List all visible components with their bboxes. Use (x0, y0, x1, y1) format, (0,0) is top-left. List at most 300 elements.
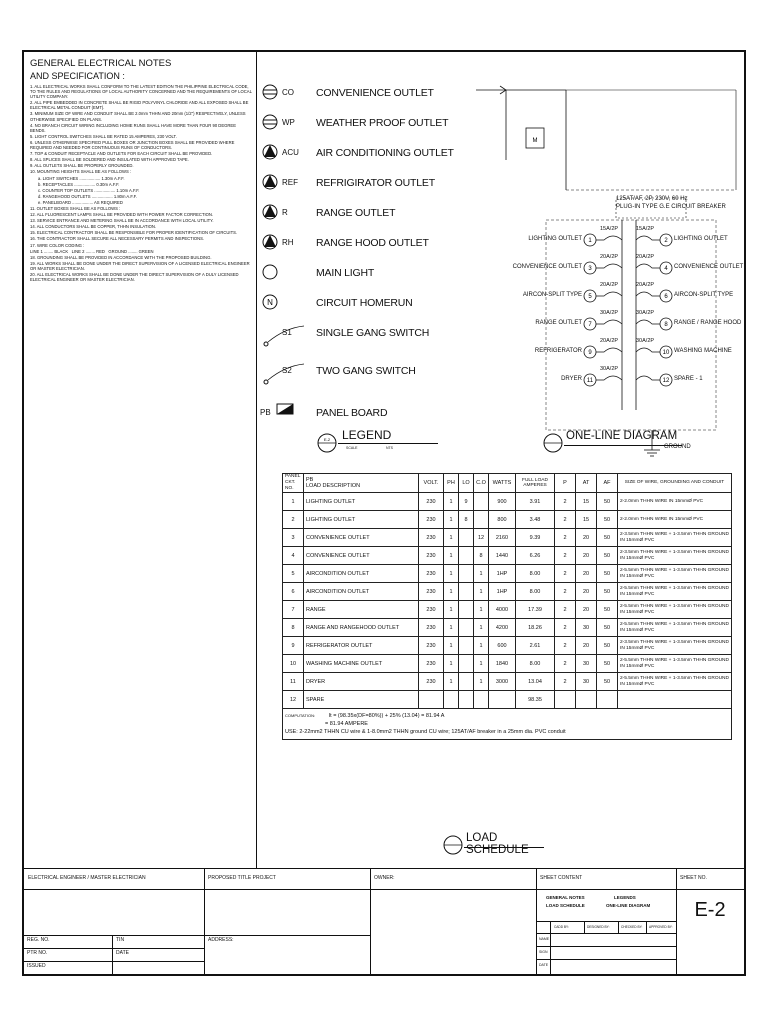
cell-lo (459, 673, 474, 691)
cell-ph: 1 (444, 565, 459, 583)
cell-volt: 230 (419, 619, 444, 637)
circuit-label: CONVENIENCE OUTLET (674, 264, 744, 270)
general-notes (30, 58, 252, 283)
legend-row (260, 292, 413, 314)
note-item: 2. ALL PIPE EMBEDDED IN CONCRETE SHALL BE RIGID POLYVINYL CHLORIDE AND ALL EXPOSED SHALL BE ELECTRICAL METAL CONDUIT (EMT). (30, 100, 250, 111)
svg-text:N: N (267, 298, 273, 307)
cell-at: 30 (576, 655, 597, 673)
legend-title-block (316, 426, 446, 456)
breaker-rating: 20A/2P (600, 254, 619, 260)
tb-ptr: PTR NO. (27, 950, 48, 956)
breaker-rating: 30A/2P (600, 366, 619, 372)
note-item: 15. ELECTRICAL CONTRACTOR SHALL BE RESPONSIBLE FOR PROPER IDENTIFICATION OF CIRCUITS. (30, 230, 238, 236)
outlet-symbol-icon (260, 82, 280, 102)
drawing-sheet (22, 50, 746, 976)
cell-size: 2-5.5mm THHN WIRE + 1-3.5mm THHN GROUND IN 15mmØ PVC (618, 673, 732, 691)
legend-row (260, 360, 416, 382)
cell-fla: 2.61 (516, 637, 555, 655)
circuit-label: WASHING MACHINE (674, 348, 732, 354)
table-row (283, 619, 732, 637)
cell-size: 2-5.5mm THHN WIRE + 1-3.5mm THHN GROUND IN 15mmØ PVC (618, 583, 732, 601)
cell-co: 1 (474, 583, 489, 601)
table-row (283, 673, 732, 691)
cell-size: 2-5.5mm THHN WIRE + 1-3.5mm THHN GROUND IN 15mmØ PVC (618, 601, 732, 619)
cell-at: 20 (576, 583, 597, 601)
load-schedule-underline (464, 847, 544, 848)
note-item: 13. SERVICE ENTRANCE AND METERING SHALL BE IN ACCORDANCE WITH LOCAL UTILITY. (30, 218, 214, 224)
cell-volt: 230 (419, 565, 444, 583)
branch-breaker-icon (596, 348, 622, 352)
hdr-desc: LOAD DESCRIPTION (306, 483, 361, 489)
legend-row (260, 262, 375, 284)
cell-no: 1 (283, 493, 304, 511)
legend-label: WEATHER PROOF OUTLET (316, 117, 449, 129)
hdr-no: NO. (285, 486, 294, 491)
tb-project: PROPOSED TITLE PROJECT (208, 875, 276, 881)
legend-row (260, 202, 396, 224)
cell-fla: 13.04 (516, 673, 555, 691)
cell-desc: CONVENIENCE OUTLET (304, 529, 419, 547)
cell-p: 2 (555, 583, 576, 601)
hdr-watts: WATTS (489, 474, 516, 493)
cell-at: 15 (576, 511, 597, 529)
legend-row (260, 112, 449, 134)
legend-row (260, 232, 429, 254)
note-item: 6. UNLESS OTHERWISE SPECIFIED PULL BOXES OR JUNCTION BOXES SHALL BE PROVIDED WHERE REQUIRED AND NEEDED FOR CONTINUOUS RUNS OF CONDUCTORS. (30, 139, 236, 151)
note-item: 19. ALL WORKS SHALL BE DONE UNDER THE DIRECT SUPERVISION OF A LICENSED ELECTRICAL ENGINEER OR MASTER ELECTRICIAN. (30, 260, 251, 271)
legend-row (260, 172, 435, 194)
cell-p: 2 (555, 601, 576, 619)
cell-ph: 1 (444, 583, 459, 601)
cell-co: 12 (474, 529, 489, 547)
switch-symbol-icon (260, 322, 310, 352)
note-item: 17. WIRE COLOR CODING : (30, 242, 85, 248)
cell-no: 4 (283, 547, 304, 565)
main-breaker-rating: 125AT/AF, 2P, 230V, 60 Hz (616, 196, 688, 202)
tb-content-1b: LEGENDS (614, 895, 636, 900)
tb-owner: OWNER: (374, 875, 395, 881)
tb-approved: APPROVED BY: (649, 925, 673, 929)
cell-af: 50 (597, 547, 618, 565)
tb-checked: CHECKED BY: (621, 925, 643, 929)
cell-size (618, 691, 732, 709)
cell-watts: 1HP (489, 583, 516, 601)
cell-af: 50 (597, 673, 618, 691)
circuit-number: 7 (588, 322, 592, 328)
note-item: c. COUNTER TOP OUTLETS .................. 1.10m A.F.F. (38, 187, 140, 193)
circuit-label: CONVENIENCE OUTLET (512, 264, 582, 270)
cell-lo (459, 601, 474, 619)
cell-fla: 17.39 (516, 601, 555, 619)
section-marker-icon (316, 432, 338, 454)
circuit-number: 12 (662, 378, 670, 384)
note-item: 16. THE CONTRACTOR SHALL SECURE ALL NECESSARY PERMITS AND INSPECTIONS. (30, 236, 205, 242)
tb-cadd: CADD BY: (554, 925, 569, 929)
legend-row (260, 82, 434, 104)
notes-list (30, 84, 252, 282)
table-row (283, 493, 732, 511)
legend-nts: NTS (386, 446, 393, 450)
cell-co (474, 511, 489, 529)
cell-no: 7 (283, 601, 304, 619)
note-item: 20. ALL ELECTRICAL WORKS SHALL BE DONE UNDER THE DIRECT SUPERVISION OF A DULY LICENSED ELECTRICAL ENGINEER OR MASTER ELECTRICIAN. (30, 272, 240, 283)
tb-sheet-content: SHEET CONTENT (540, 875, 583, 881)
cell-p: 2 (555, 493, 576, 511)
note-item: 4. NO BRANCH CIRCUIT WIRING INCLUDING HOME RUNS SHALL HAVE MORE THAN FOUR 90 DEGREE BENDS. (30, 122, 238, 133)
one-line-diagram-lines (476, 80, 746, 460)
cell-watts: 1HP (489, 565, 516, 583)
cell-co: 8 (474, 547, 489, 565)
note-item: 18. GROUNDING SHALL BE PROVIDED IN ACCORDANCE WITH THE PROPOSED BUILDING. (30, 254, 212, 260)
legend-abbr: REF (282, 178, 298, 187)
cell-af: 50 (597, 637, 618, 655)
cell-af: 50 (597, 511, 618, 529)
tb-date2: DATE (539, 963, 549, 967)
breaker-rating: 20A/2P (600, 282, 619, 288)
cell-at: 30 (576, 673, 597, 691)
note-item: 5. LIGHT CONTROL SWITCHES SHALL BE RATED 15 AMPERES, 230 VOLT. (30, 133, 177, 139)
diagram-title-block (542, 428, 692, 458)
cell-volt: 230 (419, 601, 444, 619)
cell-lo (459, 619, 474, 637)
special-outlet-symbol-icon (260, 172, 280, 192)
cell-desc: LIGHTING OUTLET (304, 493, 419, 511)
legend-label: CIRCUIT HOMERUN (316, 297, 413, 309)
branch-breaker-icon (596, 236, 622, 240)
cell-desc: WASHING MACHINE OUTLET (304, 655, 419, 673)
cell-lo (459, 583, 474, 601)
cell-size: 2-3.5mm THHN WIRE + 1-3.5mm THHN GROUND IN 15mmØ PVC (618, 529, 732, 547)
circuit-number: 1 (588, 238, 592, 244)
cell-no: 2 (283, 511, 304, 529)
cell-af: 50 (597, 529, 618, 547)
hdr-lo: LO (459, 474, 474, 493)
cell-at: 20 (576, 601, 597, 619)
tb-content-2b: ONE-LINE DIAGRAM (606, 903, 651, 908)
table-row (283, 691, 732, 709)
breaker-rating: 30A/2P (600, 310, 619, 316)
note-item: 3. MINIMUM SIZE OF WIRE AND CONDUIT SHALL BE 2.0mm THHN AND 20mm (1/2") RESPECTIVELY, UNLESS OTHERWISE SPECIFIED ON PLANS. (30, 111, 247, 122)
cell-ph (444, 691, 459, 709)
cell-desc: SPARE (304, 691, 419, 709)
cell-desc: AIRCONDITION OUTLET (304, 565, 419, 583)
sheet-number: E-2 (694, 899, 726, 921)
table-row (283, 637, 732, 655)
cell-ph: 1 (444, 547, 459, 565)
tb-content-1a: GENERAL NOTES (546, 895, 585, 900)
branch-breaker-icon (636, 376, 660, 380)
cell-co: 1 (474, 673, 489, 691)
breaker-rating: 15A/2P (600, 226, 619, 232)
cell-co: 1 (474, 637, 489, 655)
circuit-label: LIGHTING OUTLET (528, 236, 582, 242)
load-schedule-table (282, 473, 732, 740)
circuit-number: 4 (664, 266, 668, 272)
cell-co: 1 (474, 619, 489, 637)
cell-size: 2-5.5mm THHN WIRE + 1-3.5mm THHN GROUND IN 15mmØ PVC (618, 619, 732, 637)
circuit-label: AIRCON-SPLIT TYPE (522, 292, 582, 298)
cell-fla: 8.00 (516, 565, 555, 583)
hdr-co: C.O (474, 474, 489, 493)
cell-size: 2-5.5mm THHN WIRE + 1-3.5mm THHN GROUND IN 15mmØ PVC (618, 565, 732, 583)
cell-ph: 1 (444, 601, 459, 619)
branch-breaker-icon (636, 236, 660, 240)
circuit-homerun-icon (260, 292, 280, 312)
hdr-ckt: CKT. (285, 480, 296, 485)
legend-label: REFRIGIRATOR OUTLET (316, 177, 435, 189)
circuit-number: 8 (664, 322, 668, 328)
cell-desc: RANGE AND RANGEHOOD OUTLET (304, 619, 419, 637)
table-row (283, 547, 732, 565)
hdr-volt: VOLT. (419, 474, 444, 493)
tb-date: DATE (116, 950, 129, 956)
section-marker-icon (442, 834, 464, 856)
title-block (24, 868, 744, 975)
cell-watts: 900 (489, 493, 516, 511)
legend-label: MAIN LIGHT (316, 267, 375, 279)
legend-row (260, 142, 454, 164)
cell-p: 2 (555, 511, 576, 529)
legend-label: AIR CONDITIONING OUTLET (316, 147, 454, 159)
table-row (283, 601, 732, 619)
legend-abbr: S2 (282, 366, 292, 375)
cell-no: 10 (283, 655, 304, 673)
cell-p: 2 (555, 547, 576, 565)
legend-abbr: WP (282, 118, 295, 127)
circuit-label: REFRIGERATOR (534, 348, 582, 354)
computation-line-1: It = (98.35x(DF=80%)) + 25% (13.04) = 81.94 A (328, 713, 445, 719)
ground-label: GROUND (664, 444, 691, 450)
cell-fla: 8.00 (516, 655, 555, 673)
cell-ph: 1 (444, 637, 459, 655)
cell-ph: 1 (444, 655, 459, 673)
cell-volt: 230 (419, 547, 444, 565)
cell-lo: 9 (459, 493, 474, 511)
cell-at: 20 (576, 529, 597, 547)
circuit-number: 2 (664, 238, 668, 244)
cell-at: 20 (576, 547, 597, 565)
legend-underline (338, 443, 438, 444)
circuit-number: 6 (664, 294, 668, 300)
legend-abbr: CO (282, 88, 294, 97)
cell-co: 1 (474, 601, 489, 619)
note-item: e. PANELBOARD .................. AS REQUIRED (38, 199, 123, 205)
circuit-number: 9 (588, 350, 592, 356)
tb-content-2a: LOAD SCHEDULE (546, 903, 585, 908)
cell-watts (489, 691, 516, 709)
cell-lo (459, 637, 474, 655)
special-outlet-symbol-icon (260, 142, 280, 162)
cell-fla: 3.48 (516, 511, 555, 529)
cell-watts: 600 (489, 637, 516, 655)
cell-fla: 98.35 (516, 691, 555, 709)
cell-size: 2-2.0mm THHN WIRE IN 15mmØ PVC (618, 493, 732, 511)
breaker-rating: 20A/2P (600, 338, 619, 344)
note-item: 14. ALL CONDUCTORS SHALL BE COPPER, THHN INSULATION. (30, 224, 157, 230)
diagram-title: ONE-LINE DIAGRAM (566, 430, 678, 442)
cell-p: 2 (555, 619, 576, 637)
cell-volt: 230 (419, 637, 444, 655)
tb-sheet-no-label: SHEET NO. (680, 875, 707, 881)
tb-engineer: ELECTRICAL ENGINEER / MASTER ELECTRICIAN (28, 875, 146, 881)
breaker-rating: 30A/2P (636, 338, 655, 344)
cell-at: 15 (576, 493, 597, 511)
cell-p: 2 (555, 655, 576, 673)
tb-address: ADDRESS: (208, 937, 234, 943)
tb-tin: TIN (116, 937, 125, 943)
table-row (283, 565, 732, 583)
circuit-number: 11 (586, 378, 594, 384)
note-item: LINE 1 ........ BLACK LINE 2 ........ RED GROUND ........ GREEN (30, 248, 154, 254)
breaker-rating: 20A/2P (636, 282, 655, 288)
cell-af: 50 (597, 601, 618, 619)
branch-breaker-icon (636, 348, 660, 352)
hdr-p: P (555, 474, 576, 493)
legend-abbr: ACU (282, 148, 299, 157)
cell-fla: 18.26 (516, 619, 555, 637)
cell-at: 20 (576, 565, 597, 583)
cell-volt (419, 691, 444, 709)
circuit-label: RANGE / RANGE HOOD (674, 320, 742, 326)
cell-p: 2 (555, 673, 576, 691)
cell-desc: DRYER (304, 673, 419, 691)
svg-text:E-2: E-2 (323, 437, 331, 442)
hdr-at: AT (576, 474, 597, 493)
hdr-af: AF (597, 474, 618, 493)
diagram-underline (564, 445, 682, 446)
cell-no: 12 (283, 691, 304, 709)
cell-ph: 1 (444, 529, 459, 547)
hdr-panel: PANEL (285, 474, 301, 479)
breaker-rating: 15A/2P (636, 226, 655, 232)
tb-issued: ISSUED (27, 963, 46, 969)
cell-co: 1 (474, 655, 489, 673)
load-schedule-title: LOAD SCHEDULE (466, 832, 529, 856)
legend-label: RANGE OUTLET (316, 207, 396, 219)
cell-ph: 1 (444, 493, 459, 511)
table-row (283, 511, 732, 529)
cell-watts: 4200 (489, 619, 516, 637)
load-schedule-title-block (442, 830, 552, 860)
cell-watts: 3000 (489, 673, 516, 691)
legend-scale: SCALE (346, 446, 358, 450)
cell-volt: 230 (419, 529, 444, 547)
cell-p: 2 (555, 565, 576, 583)
cell-no: 5 (283, 565, 304, 583)
cell-watts: 4000 (489, 601, 516, 619)
cell-at: 30 (576, 619, 597, 637)
note-item: 12. ALL FLUORESCENT LAMPS SHALL BE PROVIDED WITH POWER FACTOR CORRECTION. (30, 212, 214, 218)
cell-volt: 230 (419, 511, 444, 529)
cell-ph: 1 (444, 619, 459, 637)
cell-p: 2 (555, 529, 576, 547)
cell-lo (459, 529, 474, 547)
note-item: 8. ALL SPLICES SHALL BE SOLDERED AND INSULATED WITH APPROVED TAPE. (30, 157, 189, 163)
legend-label: RANGE HOOD OUTLET (316, 237, 429, 249)
tb-name: NAME (539, 937, 550, 941)
cell-desc: REFRIGERATOR OUTLET (304, 637, 419, 655)
cell-lo (459, 565, 474, 583)
cell-at: 20 (576, 637, 597, 655)
legend-row (260, 322, 430, 344)
note-item: 9. ALL OUTLETS SHALL BE PROPERLY GROUNDED. (30, 163, 134, 169)
hdr-fla: FULL LOAD AMPERES (516, 474, 555, 493)
cell-volt: 230 (419, 655, 444, 673)
cell-desc: AIRCONDITION OUTLET (304, 583, 419, 601)
cell-p: 2 (555, 637, 576, 655)
branch-breaker-icon (596, 320, 622, 324)
cell-no: 3 (283, 529, 304, 547)
legend-abbr: R (282, 208, 288, 217)
circuit-label: AIRCON-SPLIT TYPE (674, 292, 734, 298)
cell-watts: 800 (489, 511, 516, 529)
hdr-ph: PH (444, 474, 459, 493)
note-item: 7. TOP & CONDUIT RECEPTACLE AND OUTLETS FOR EACH CIRCUIT SHALL BE PROVIDED. (30, 151, 213, 157)
cell-no: 6 (283, 583, 304, 601)
note-item: 1. ALL ELECTRICAL WORKS SHALL CONFORM TO THE LATEST EDITION THE PHILIPPINE ELECTRICAL CODE, TO THE RULES AND REGULATIONS OF LOCAL AUTHORITY CONCERNED AND THE REQUIREMENTS OF LOCAL UTILITY COMPANY. (30, 84, 253, 100)
circuit-label: SPARE - 1 (674, 376, 703, 382)
legend-label: PANEL BOARD (316, 407, 388, 419)
note-item: d. RANGEHOOD OUTLETS .................. 1.80m A.F.F. (38, 193, 137, 199)
branch-breaker-icon (636, 292, 660, 296)
cell-desc: CONVENIENCE OUTLET (304, 547, 419, 565)
cell-size: 2-3.5mm THHN WIRE + 1-3.5mm THHN GROUND IN 15mmØ PVC (618, 547, 732, 565)
cell-volt: 230 (419, 493, 444, 511)
cell-desc: RANGE (304, 601, 419, 619)
cell-co: 1 (474, 565, 489, 583)
circuit-label: RANGE OUTLET (535, 320, 582, 326)
legend-label: CONVENIENCE OUTLET (316, 87, 434, 99)
cell-size: 2-2.0mm THHN WIRE IN 15mmØ PVC (618, 511, 732, 529)
hdr-pb: PB (306, 477, 314, 483)
computation-use: USE: 2-22mm2 THHN CU wire & 1-8.0mm2 THHN ground CU wire; 125AT/AF breaker in a 25mm dia. PVC conduit (285, 729, 566, 735)
circuit-label: DRYER (561, 376, 582, 382)
tb-reg-no: REG. NO. (27, 937, 50, 943)
note-item: 10. MOUNTING HEIGHTS SHALL BE AS FOLLOWS : (30, 169, 132, 175)
cell-fla: 6.26 (516, 547, 555, 565)
circuit-number: 5 (588, 294, 592, 300)
hdr-size: SIZE OF WIRE, GROUNDING AND CONDUIT (618, 474, 732, 493)
breaker-rating: 30A/2P (636, 310, 655, 316)
legend-abbr: RH (282, 238, 294, 247)
cell-af (597, 691, 618, 709)
notes-subtitle: AND SPECIFICATION : (30, 71, 125, 81)
cell-af: 50 (597, 583, 618, 601)
branch-breaker-icon (636, 320, 660, 324)
circuit-number: 3 (588, 266, 592, 272)
special-outlet-symbol-icon (260, 232, 280, 252)
cell-fla: 9.39 (516, 529, 555, 547)
note-item: 11. OUTLET BOXES SHALL BE AS FOLLOWS : (30, 205, 121, 211)
vertical-divider (256, 52, 257, 868)
load-schedule (282, 473, 732, 743)
cell-watts: 1840 (489, 655, 516, 673)
cell-af: 50 (597, 655, 618, 673)
cell-size: 2-5.5mm THHN WIRE + 1-3.5mm THHN GROUND IN 15mmØ PVC (618, 655, 732, 673)
cell-fla: 8.00 (516, 583, 555, 601)
cell-co (474, 691, 489, 709)
main-light-icon (260, 262, 280, 282)
circuit-number: 10 (662, 350, 670, 356)
branch-breaker-icon (596, 292, 622, 296)
special-outlet-symbol-icon (260, 202, 280, 222)
main-breaker-type: PLUG-IN TYPE G.E CIRCUIT BREAKER (616, 204, 726, 210)
note-item: b. RECEPTACLES .................. 0.30m A.F.F. (38, 181, 120, 187)
cell-ph: 1 (444, 511, 459, 529)
switch-symbol-icon (260, 360, 310, 390)
legend-abbr: PB (260, 408, 271, 417)
cell-lo (459, 691, 474, 709)
